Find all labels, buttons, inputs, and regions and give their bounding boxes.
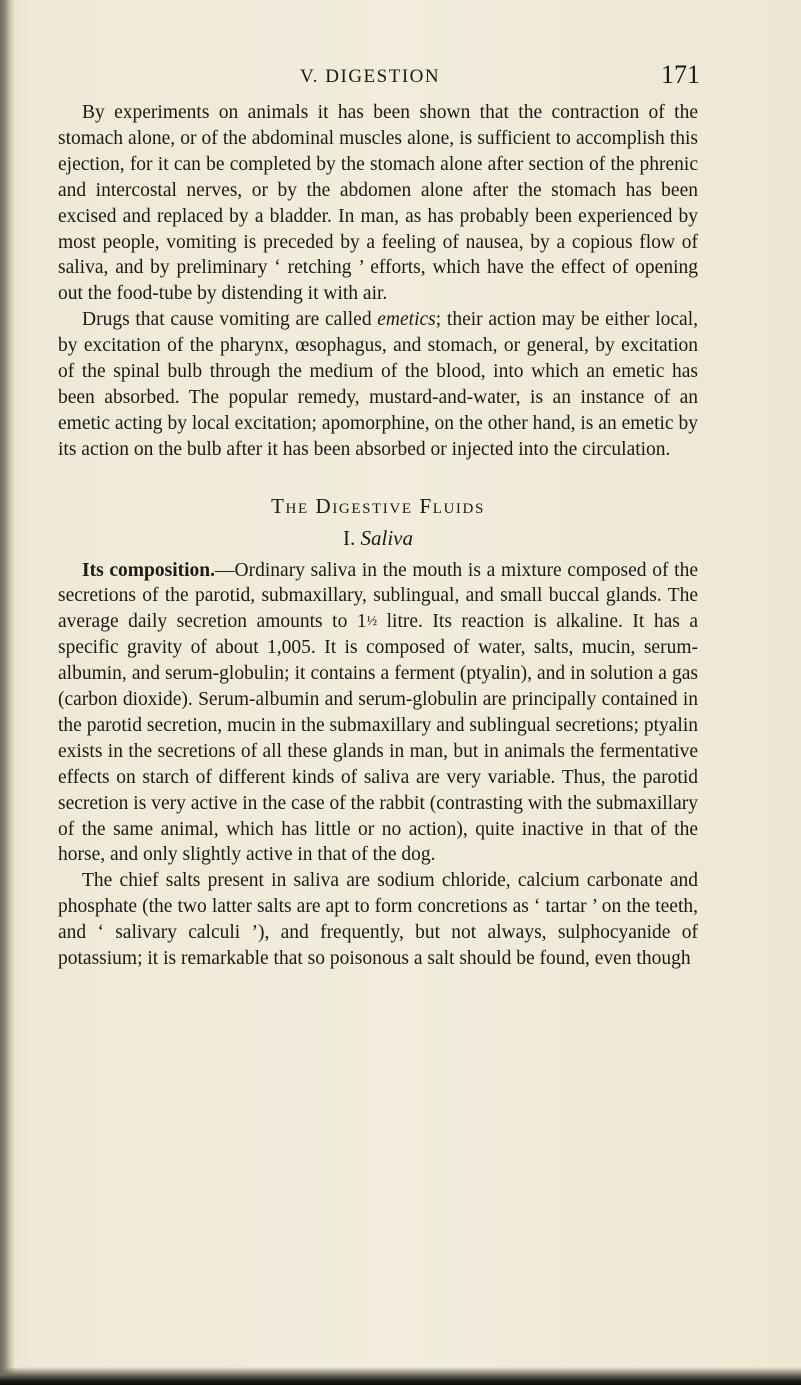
page-body [58, 100, 698, 972]
text-segment: —Ordinary saliva in the mouth is a mixture composed of the secretions of the parotid, submaxillary, sublingual, and small buccal glands. The average daily secretion amounts to 1 [58, 559, 698, 633]
paragraph-vomiting-experiments: By experiments on animals it has been shown that the contraction of the stomach alone, or of the abdominal muscles alone, is sufficient to accomplish this ejection, for it can be completed by the stomach alone after section of the phrenic and intercostal nerves, or by the abdomen alone after the stomach has been excised and replaced by a bladder. In man, as has probably been experienced by most people, vomiting is preceded by a feeling of nausea, by a copious flow of saliva, and by preliminary ‘ retching ’ efforts, which have the effect of opening out the food-tube by distending it with air. [58, 102, 698, 305]
paragraph-saliva-composition [58, 558, 698, 869]
subsection-title [58, 526, 698, 552]
page-header [300, 60, 700, 94]
paragraph-saliva-salts: The chief salts present in saliva are sodium chloride, calcium carbonate and phosphate (the two latter salts are apt to form concretions as ‘ tartar ’ on the teeth, and ‘ salivary calculi ’), and frequently, but not always, sulphocyanide of potassium; it is remarkable that so poisonous a salt should be found, even though [58, 870, 698, 970]
subsection-number: I. [343, 525, 361, 550]
page-bottom-edge [0, 1367, 801, 1385]
paragraph-emetics [58, 307, 698, 462]
subsection-name: Saliva [360, 525, 413, 550]
text-segment: litre. Its reaction is alkaline. It has a specific gravity of about 1,005. It is composed of water, salts, mucin, serum-albumin, and serum-globulin; it contains a ferment (ptyalin), and in solution a gas (carbon dioxide). Serum-albumin and serum-globulin are principally contained in the parotid secretion, mucin in the submaxillary and sublingual secretions; ptyalin exists in the secretions of all these glands in man, but in animals the fermentative effects on starch of different kinds of saliva are very variable. Thus, the parotid secretion is very active in the case of the rabbit (contrasting with the submaxillary of the same animal, which has little or no action), quite inactive in that of the horse, and only slightly active in that of the dog. [58, 611, 698, 866]
fraction-half: ½ [366, 614, 378, 630]
emphasis-emetics: emetics [377, 309, 436, 331]
text-segment: Drugs that cause vomiting are called [82, 309, 378, 331]
page-gutter-shadow [0, 0, 14, 1385]
page-number: 171 [661, 60, 700, 89]
run-in-heading: Its composition. [82, 559, 216, 581]
section-title: The Digestive Fluids [271, 493, 485, 518]
text-segment: ; their action may be either local, by excitation of the pharynx, œsophagus, and stomach, or general, by excitation of the spinal bulb through the medium of the blood, into which an emetic has been absorbed. The popular remedy, mustard-and-water, is an instance of an emetic acting by local excitation; apomorphine, on the other hand, is an emetic by its action on the bulb after it has been absorbed or injected into the circulation. [58, 309, 698, 460]
running-head: V. DIGESTION [300, 66, 441, 87]
